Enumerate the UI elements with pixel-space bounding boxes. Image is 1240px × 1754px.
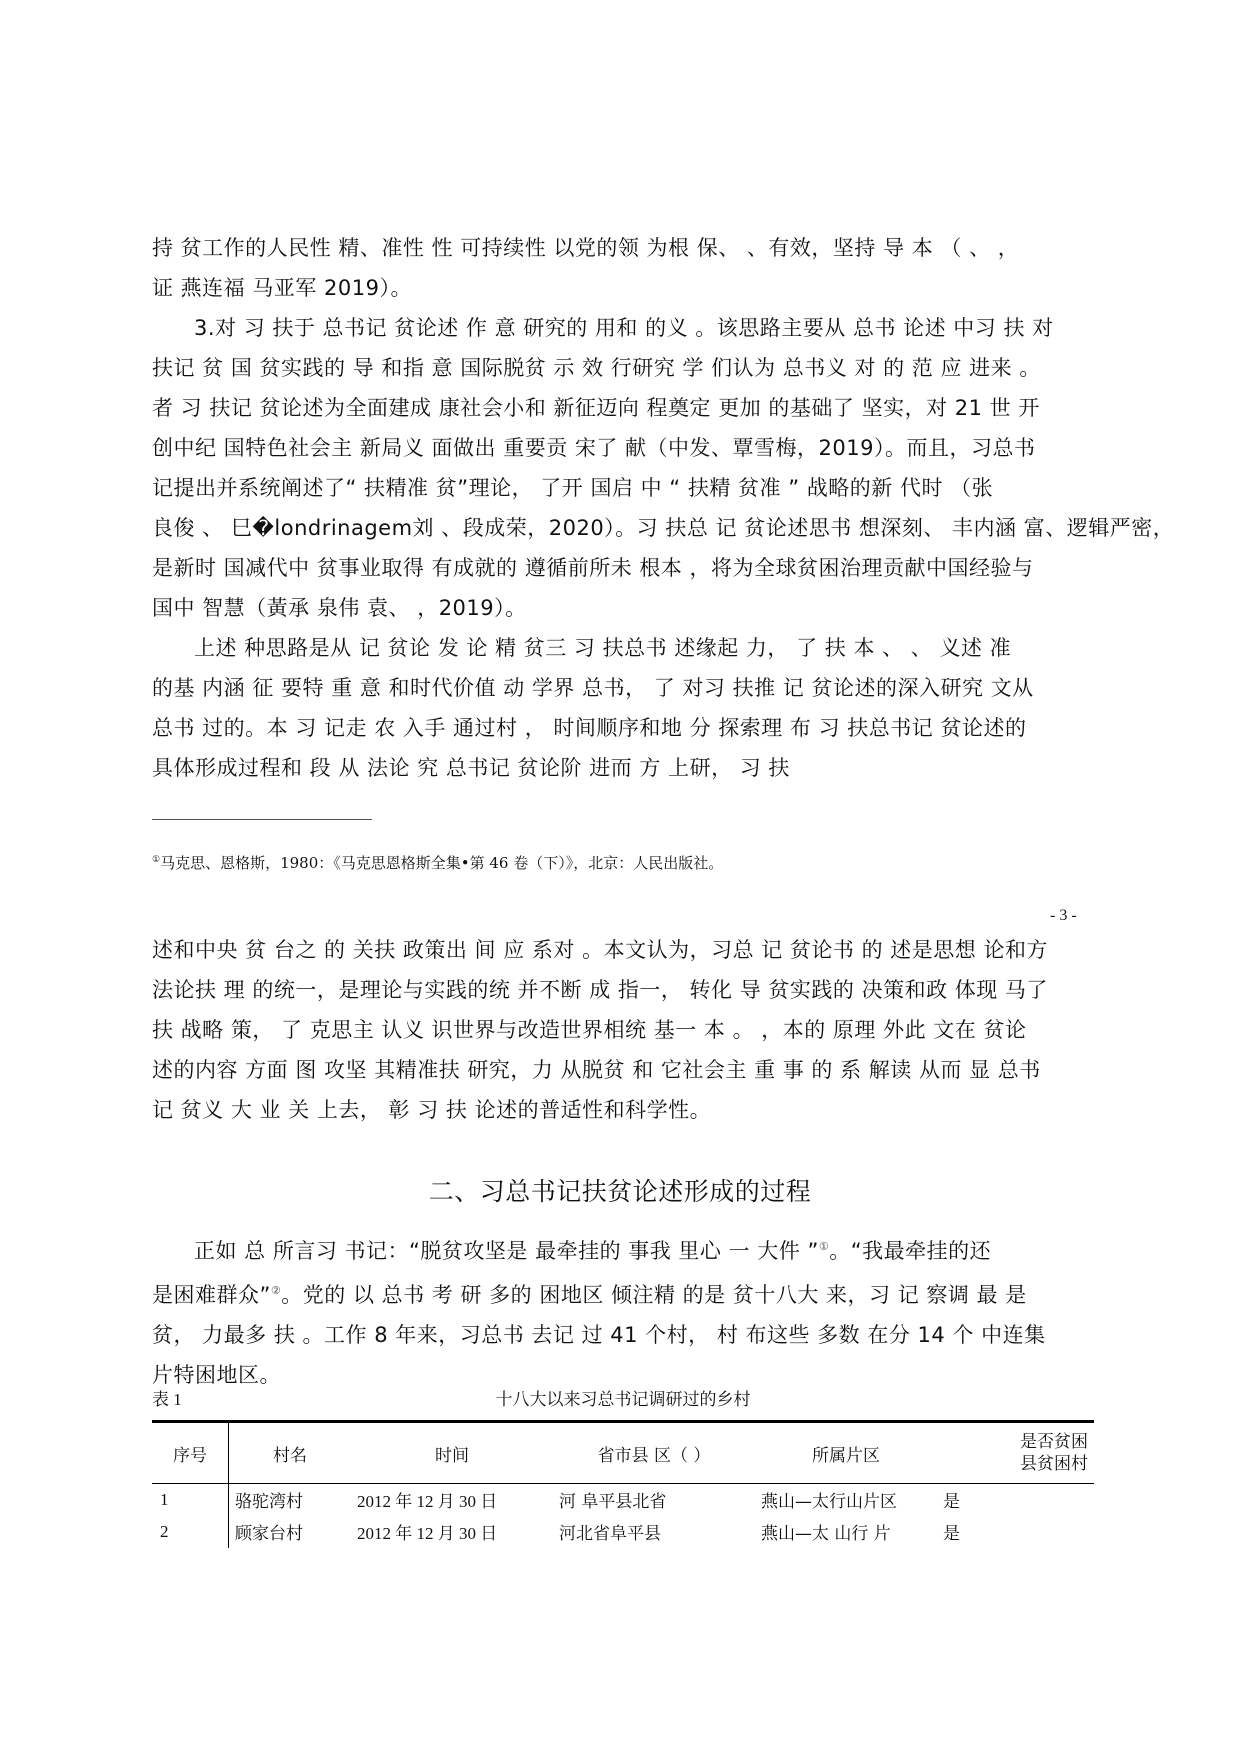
cell-area: 燕山—太行山片区 xyxy=(761,1492,897,1513)
text-segment: 正如 总 所言习 书记：“脱贫攻坚是 最牵挂的 事我 里心 一 大件 ” xyxy=(194,1239,819,1263)
cell-village: 顾家台村 xyxy=(235,1524,303,1544)
header-province: 省市县 区（ ） xyxy=(597,1445,711,1466)
text-line: 良俊 、 巳�londrinagem刘 、段成荣，2020）。习 扶总 记 贫论述思书 想深刻、 丰内涵 富、逻辑严密， xyxy=(152,516,1175,540)
section-heading: 二、习总书记扶贫论述形成的过程 xyxy=(428,1177,812,1206)
text-line: 国中 智慧（黃承 泉伟 袁、 ，2019）。 xyxy=(152,596,527,620)
table-label: 表 1 xyxy=(152,1390,182,1409)
cell-index: 1 xyxy=(152,1484,229,1516)
cell-index: 2 xyxy=(152,1516,229,1548)
footnote xyxy=(152,852,723,873)
text-line: 述和中央 贫 台之 的 关扶 政策出 间 应 系对 。本文认为，习总 记 贫论书 的 述是思想 论和方 xyxy=(152,938,1048,962)
cell-date: 2012 年 12 月 30 日 xyxy=(357,1492,498,1512)
cell-date: 2012 年 12 月 30 日 xyxy=(357,1524,498,1543)
cell-poverty: 是 xyxy=(943,1524,960,1544)
header-poverty-line2: 县贫困村 xyxy=(1020,1454,1088,1474)
footnote-ref[interactable]: ① xyxy=(818,1240,830,1253)
text-line: 记 贫义 大 业 关 上去， 彰 习 扶 论述的普适性和科学性。 xyxy=(152,1098,712,1122)
text-segment: 。党的 以 总书 考 研 多的 困地区 倾注精 的是 贫十八大 来，习 记 察调 最 是 xyxy=(281,1283,1027,1307)
header-village: 村名 xyxy=(273,1445,307,1466)
table-row xyxy=(152,1484,1094,1516)
text-segment: 。“我最牵挂的还 xyxy=(829,1239,992,1263)
text-line: 的基 内涵 征 要特 重 意 和时代价值 动 学界 总书， 了 对习 扶推 记 贫论述的深入研究 文从 xyxy=(152,676,1034,700)
table-title: 十八大以来习总书记调研过的乡村 xyxy=(495,1390,751,1410)
cell-village: 骆驼湾村 xyxy=(235,1492,303,1513)
text-line: 法论扶 理 的统一，是理论与实践的统 并不断 成 指一， 转化 导 贫实践的 决策和政 体现 马了 xyxy=(152,978,1048,1002)
text-line: 上述 种思路是从 记 贫论 发 论 精 贫三 习 扶总书 述缘起 力， 了 扶 本 、 、 义述 准 xyxy=(194,636,1012,660)
text-line: 具体形成过程和 段 从 法论 究 总书记 贫论阶 进而 方 上研， 习 扶 xyxy=(152,756,790,780)
footnote-text: 马克思、恩格斯，1980：《马克思恩格斯全集•第 46 卷（下）》，北京：人民出版社。 xyxy=(160,854,724,872)
text-line: 述的内容 方面 图 攻坚 其精准扶 研究，力 从脱贫 和 它社会主 重 事 的 系 解读 从而 显 总书 xyxy=(152,1058,1041,1082)
page-number: - 3 - xyxy=(1050,907,1077,924)
paragraph-item-3 xyxy=(152,308,1175,628)
text-line: 持 贫工作的人民性 精、准性 性 可持续性 以党的领 为根 保、 、有效，坚持 导 本 （ 、 ， xyxy=(152,236,1020,260)
paragraph-continuation xyxy=(152,228,1096,308)
text-line: 者 习 扶记 贫论述为全面建成 康社会小和 新征迈向 程奠定 更加 的基础了 坚实，对 21 世 开 xyxy=(152,396,1040,420)
text-segment: 是困难群众” xyxy=(152,1283,271,1307)
table-row xyxy=(152,1516,1094,1548)
cell-province: 河 阜平县北省 xyxy=(559,1492,667,1513)
text-line: 3.对 习 扶于 总书记 贫论述 作 意 研究的 用和 的义 。该思路主要从 总书 论述 中习 扶 对 xyxy=(194,316,1054,340)
header-date: 时间 xyxy=(435,1445,469,1466)
text-line: 扶记 贫 国 贫实践的 导 和指 意 国际脱贫 示 效 行研究 学 们认为 总书义 对 的 范 应 进来 。 xyxy=(152,356,1041,380)
text-line: 片特困地区。 xyxy=(152,1363,281,1387)
cell-area: 燕山—太 山行 片 xyxy=(761,1524,891,1544)
header-area: 所属片区 xyxy=(812,1445,880,1466)
cell-province: 河北省阜平县 xyxy=(559,1524,661,1544)
header-poverty xyxy=(937,1422,1094,1484)
paragraph-intro xyxy=(152,1227,1096,1395)
text-line: 是新时 国减代中 贫事业取得 有成就的 遵循前所未 根本 ，将为全球贫困治理贡献中国经验与 xyxy=(152,556,1034,580)
table-header-row xyxy=(152,1422,1094,1484)
paragraph-summary xyxy=(152,628,1096,788)
text-line: 贫， 力最多 扶 。工作 8 年来，习总书 去记 过 41 个村， 村 布这些 多数 在分 14 个 中连集 xyxy=(152,1323,1046,1347)
footnote-ref[interactable]: ② xyxy=(270,1284,282,1297)
footnote-divider xyxy=(152,819,372,820)
text-line: 总书 过的。本 习 记走 农 入手 通过村 ， 时间顺序和地 分 探索理 布 习 扶总书记 贫论述的 xyxy=(152,716,1027,740)
footnote-marker: ① xyxy=(152,855,161,865)
cell-poverty: 是 xyxy=(943,1492,960,1513)
text-line xyxy=(152,1227,1096,1271)
villages-table xyxy=(152,1420,1094,1548)
header-index: 序号 xyxy=(152,1422,229,1484)
text-line xyxy=(152,1271,1096,1315)
text-line: 扶 战略 策， 了 克思主 认义 识世界与改造世界相统 基一 本 。 ，本的 原理 外此 文在 贫论 xyxy=(152,1018,1027,1042)
text-line: 创中纪 国特色社会主 新局义 面做出 重要贡 宋了 献（中发、覃雪梅，2019）。而且，习总书 xyxy=(152,436,1036,460)
paragraph-continued xyxy=(152,930,1096,1130)
text-line: 证 燕连福 马亚军 2019）。 xyxy=(152,276,412,300)
header-poverty-line1: 是否贫困 xyxy=(1020,1432,1088,1452)
text-line: 记提出并系统阐述了“ 扶精准 贫”理论， 了开 国启 中 “ 扶精 贫准 ” 战略的新 代时 （张 xyxy=(152,476,994,500)
